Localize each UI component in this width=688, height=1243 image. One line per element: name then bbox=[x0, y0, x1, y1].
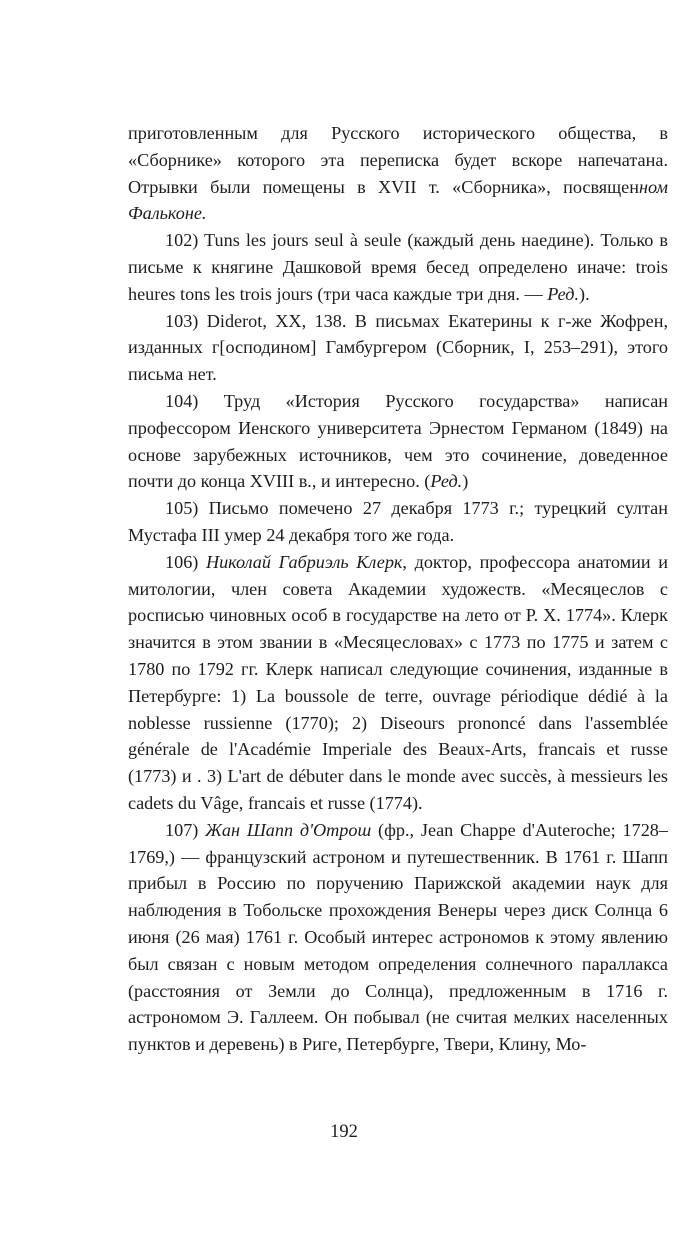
editor-mark: Ред. bbox=[547, 283, 580, 304]
person-name: Николай Габриэль Клерк bbox=[205, 551, 403, 572]
note-text: (фр., Jean Chappe d'Auteroche; 1728–1769,) — французский астроном и путешественник. В 1761 г. Шапп прибыл в Россию по поручению Парижской академии наук для наблюдения в Тобольске прохождения Венеры через диск Солнца 6 июня (26 мая) 1761 г. Особый интерес астрономов к этому явлению был связан с новым методом определения солнечного параллакса (расстояния от Земли до Солнца), предложенным в 1716 г. астрономом Э. Галлеем. Он побывал (не считая мелких населенных пунктов и деревень) в Риге, Петербурге, Твери, Клину, Мо- bbox=[128, 819, 668, 1055]
note-text: , доктор, профессора анатомии и митологии, член совета Академии художеств. «Месяцеслов с росписью чиновных особ в государстве на лето от Р. Х. 1774». Клерк значится в этом звании в «Месяцесловах» с 1773 по 1775 и затем с 1780 по 1792 гг. Клерк написал следующие сочинения, изданные в Петербурге: 1) La boussole de terre, ouvrage périodique dédié à la noblesse russienne (1770); 2) Diseours prononcé dans l'assemblée générale de l'Académie Imperiale des Beaux-Arts, francais et russe (1773) и . 3) L'art de débuter dans le monde avec succès, à messieurs les cadets du Vâge, francais et russe (1774). bbox=[128, 551, 668, 813]
note-number: 107) bbox=[165, 819, 206, 840]
paragraph-text: приготовленным для Русского исторического общества, в «Сборнике» которого эта переписка будет вскоре напечатана. Отрывки были помещены в XVII т. «Сборника», посвящен bbox=[128, 123, 668, 197]
person-name: Жан Шапп д'Отрош bbox=[205, 819, 372, 840]
note-text-end: ). bbox=[579, 283, 590, 304]
note-text: 103) Diderot, XX, 138. В письмах Екатерины к г-же Жофрен, изданных г[осподином] Гамбургером (Сборник, I, 253–291), этого письма нет. bbox=[128, 310, 668, 385]
page-number: 192 bbox=[330, 1122, 358, 1142]
note-104 bbox=[128, 388, 668, 495]
note-102 bbox=[128, 227, 668, 307]
note-107 bbox=[128, 817, 668, 1058]
note-105 bbox=[128, 495, 668, 549]
paragraph-text-italic: ном Фальконе. bbox=[128, 176, 668, 224]
note-text-end: ) bbox=[462, 471, 469, 492]
body-text bbox=[128, 120, 668, 1058]
paragraph-continuation bbox=[128, 120, 668, 227]
note-number: 106) bbox=[165, 551, 206, 572]
note-text: 104) Труд «История Русского государства» написан профессором Иенского университета Эрнестом Германом (1849) на основе зарубежных источников, чем это сочинение, доведенное почти до конца XVIII в., и интересно. ( bbox=[128, 390, 668, 492]
editor-mark: Ред. bbox=[430, 471, 463, 492]
note-106 bbox=[128, 549, 668, 817]
note-103 bbox=[128, 308, 668, 388]
note-text: 102) Tuns les jours seul à seule (каждый день наедине). Только в письме к княгине Дашковой время бесед определено иначе: trois heures tons les trois jours (три часа каждые три дня. — bbox=[128, 230, 668, 304]
note-text: 105) Письмо помечено 27 декабря 1773 г.; турецкий султан Мустафа III умер 24 декабря того же года. bbox=[128, 498, 668, 545]
